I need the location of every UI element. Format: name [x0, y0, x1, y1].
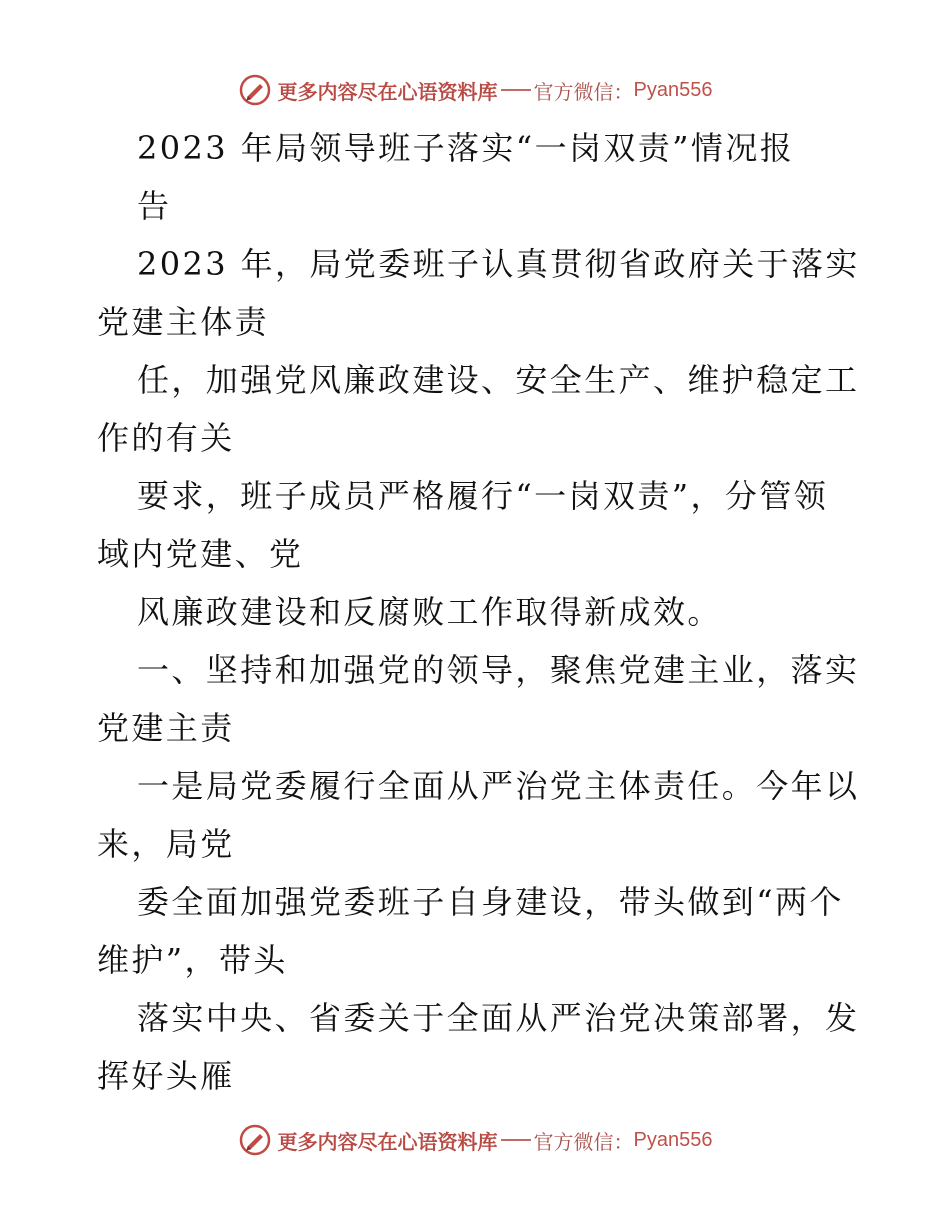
- banner-brand-text: 更多内容尽在心语资料库: [277, 79, 498, 104]
- paragraph-line: 委全面加强党委班子自身建设，带头做到“两个: [137, 883, 844, 921]
- header-banner: [0, 70, 950, 110]
- paragraph-line: 维护”，带头: [97, 941, 288, 979]
- paragraph-line: 域内党建、党: [97, 535, 304, 573]
- footer-banner: [0, 1120, 950, 1160]
- banner-wechat-label: 官方微信：: [533, 1129, 634, 1154]
- section-heading-line: 一、坚持和加强党的领导，聚焦党建主业，落实: [137, 651, 860, 689]
- banner-brand-text: 更多内容尽在心语资料库: [277, 1129, 498, 1154]
- paragraph-line: 挥好头雁: [97, 1057, 235, 1095]
- paragraph-line: 党建主体责: [97, 303, 270, 341]
- banner-wechat-label: 官方微信：: [533, 79, 634, 104]
- paragraph-line: 要求，班子成员严格履行“一岗双责”，分管领: [137, 477, 829, 515]
- paragraph-line: 作的有关: [97, 419, 235, 457]
- paragraph-line: 落实中央、省委关于全面从严治党决策部署，发: [137, 999, 860, 1037]
- doc-title-line-1: 2023 年局领导班子落实“一岗双责”情况报: [137, 129, 795, 167]
- paragraph-line: 任，加强党风廉政建设、安全生产、维护稳定工: [137, 361, 860, 399]
- pen-logo-icon: [238, 73, 272, 107]
- paragraph-line: 风廉政建设和反腐败工作取得新成效。: [137, 593, 722, 631]
- banner-divider: [501, 1139, 531, 1141]
- banner-wechat-id: Pyan556: [633, 78, 713, 101]
- doc-title-line-2: 告: [137, 187, 172, 225]
- paragraph-line: 一是局党委履行全面从严治党主体责任。今年以: [137, 767, 860, 805]
- section-heading-line: 党建主责: [97, 709, 235, 747]
- paragraph-line: 2023 年，局党委班子认真贯彻省政府关于落实: [137, 245, 860, 283]
- paragraph-line: 来，局党: [97, 825, 235, 863]
- pen-logo-icon: [238, 1123, 272, 1157]
- banner-wechat-id: Pyan556: [633, 1128, 713, 1151]
- banner-divider: [501, 89, 531, 91]
